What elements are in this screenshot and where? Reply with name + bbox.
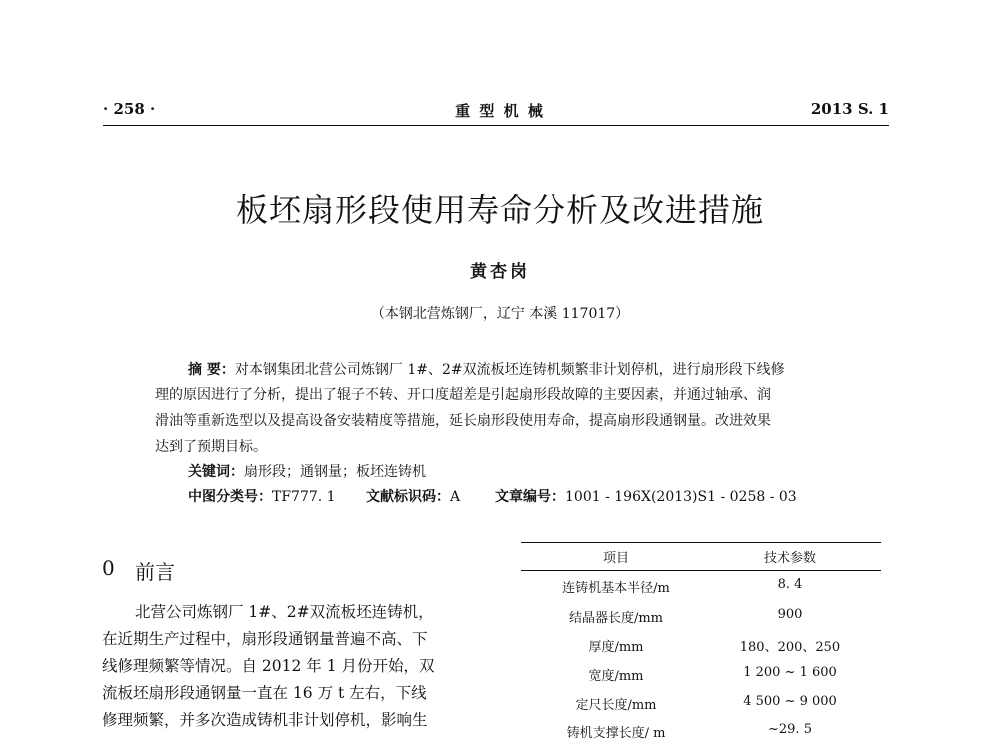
table-cell: ~29. 5 xyxy=(768,722,812,737)
article-number xyxy=(495,486,797,506)
article-no-label: 文章编号： xyxy=(495,489,565,505)
keywords-label: 关键词： xyxy=(188,464,244,480)
article-no-value: 1001 - 196X(2013)S1 - 0258 - 03 xyxy=(565,489,797,505)
page-number: · 258 · xyxy=(103,100,156,118)
keywords-line xyxy=(188,461,878,481)
abstract-line: 滑油等重新选型以及提高设备安装精度等措施，延长扇形段使用寿命，提高扇形段通钢量。改进效果 xyxy=(155,413,771,429)
table-header-param: 技术参数 xyxy=(763,551,816,566)
issue-label: 2013 S. 1 xyxy=(810,100,889,118)
table-cell: 8. 4 xyxy=(777,577,803,592)
abstract-line: 理的原因进行了分析，提出了辊子不转、开口度超差是引起扇形段故障的主要因素，并通过轴承、润 xyxy=(155,387,771,403)
table-cell: 宽度/mm xyxy=(588,669,644,684)
table-cell: 厚度/mm xyxy=(588,640,644,655)
abstract-label: 摘 要： xyxy=(188,362,235,378)
table-cell: 结晶器长度/mm xyxy=(568,611,664,626)
section-number: 0 xyxy=(102,556,115,580)
abstract-line: 达到了预期目标。 xyxy=(155,439,267,455)
clc-label: 中图分类号： xyxy=(188,489,272,505)
author: 黄杏岗 xyxy=(470,262,530,282)
journal-name: 重 型 机 械 xyxy=(455,102,545,120)
table-cell: 铸机支撑长度/ m xyxy=(566,726,666,741)
keywords: 扇形段；通钢量；板坯连铸机 xyxy=(244,464,426,480)
header-rule xyxy=(103,125,889,126)
doc-code-value: A xyxy=(450,489,461,505)
affiliation: （本钢北营炼钢厂，辽宁 本溪 117017） xyxy=(370,306,630,322)
body-line: 修理频繁，并多次造成铸机非计划停机，影响生 xyxy=(102,711,428,729)
table-cell: 定尺长度/mm xyxy=(575,698,657,713)
clc-code xyxy=(188,486,336,506)
body-line: 在近期生产过程中，扇形段通钢量普遍不高、下 xyxy=(102,630,428,648)
table-top-rule xyxy=(521,542,881,543)
table-cell: 4 500 ~ 9 000 xyxy=(743,694,837,709)
document-code xyxy=(366,486,460,506)
doc-code-label: 文献标识码： xyxy=(366,489,450,505)
table-header-item: 项目 xyxy=(602,551,629,566)
table-header-rule xyxy=(521,570,881,571)
abstract-text: 对本钢集团北营公司炼钢厂 1#、2#双流板坯连铸机频繁非计划停机，进行扇形段下线修 xyxy=(234,362,785,378)
table-cell: 180、200、250 xyxy=(739,640,841,655)
body-line: 北营公司炼钢厂 1#、2#双流板坯连铸机， xyxy=(135,603,434,621)
table-cell: 1 200 ~ 1 600 xyxy=(743,665,837,680)
article-title: 板坯扇形段使用寿命分析及改进措施 xyxy=(235,191,764,229)
table-cell: 900 xyxy=(777,607,803,622)
clc-value: TF777. 1 xyxy=(272,489,336,505)
body-line: 流板坯扇形段通钢量一直在 16 万 t 左右，下线 xyxy=(102,684,427,702)
section-title: 前言 xyxy=(135,560,175,584)
table-cell: 连铸机基本半径/m xyxy=(562,581,670,596)
body-line: 线修理频繁等情况。自 2012 年 1 月份开始，双 xyxy=(102,657,435,675)
abstract-line xyxy=(188,359,878,379)
